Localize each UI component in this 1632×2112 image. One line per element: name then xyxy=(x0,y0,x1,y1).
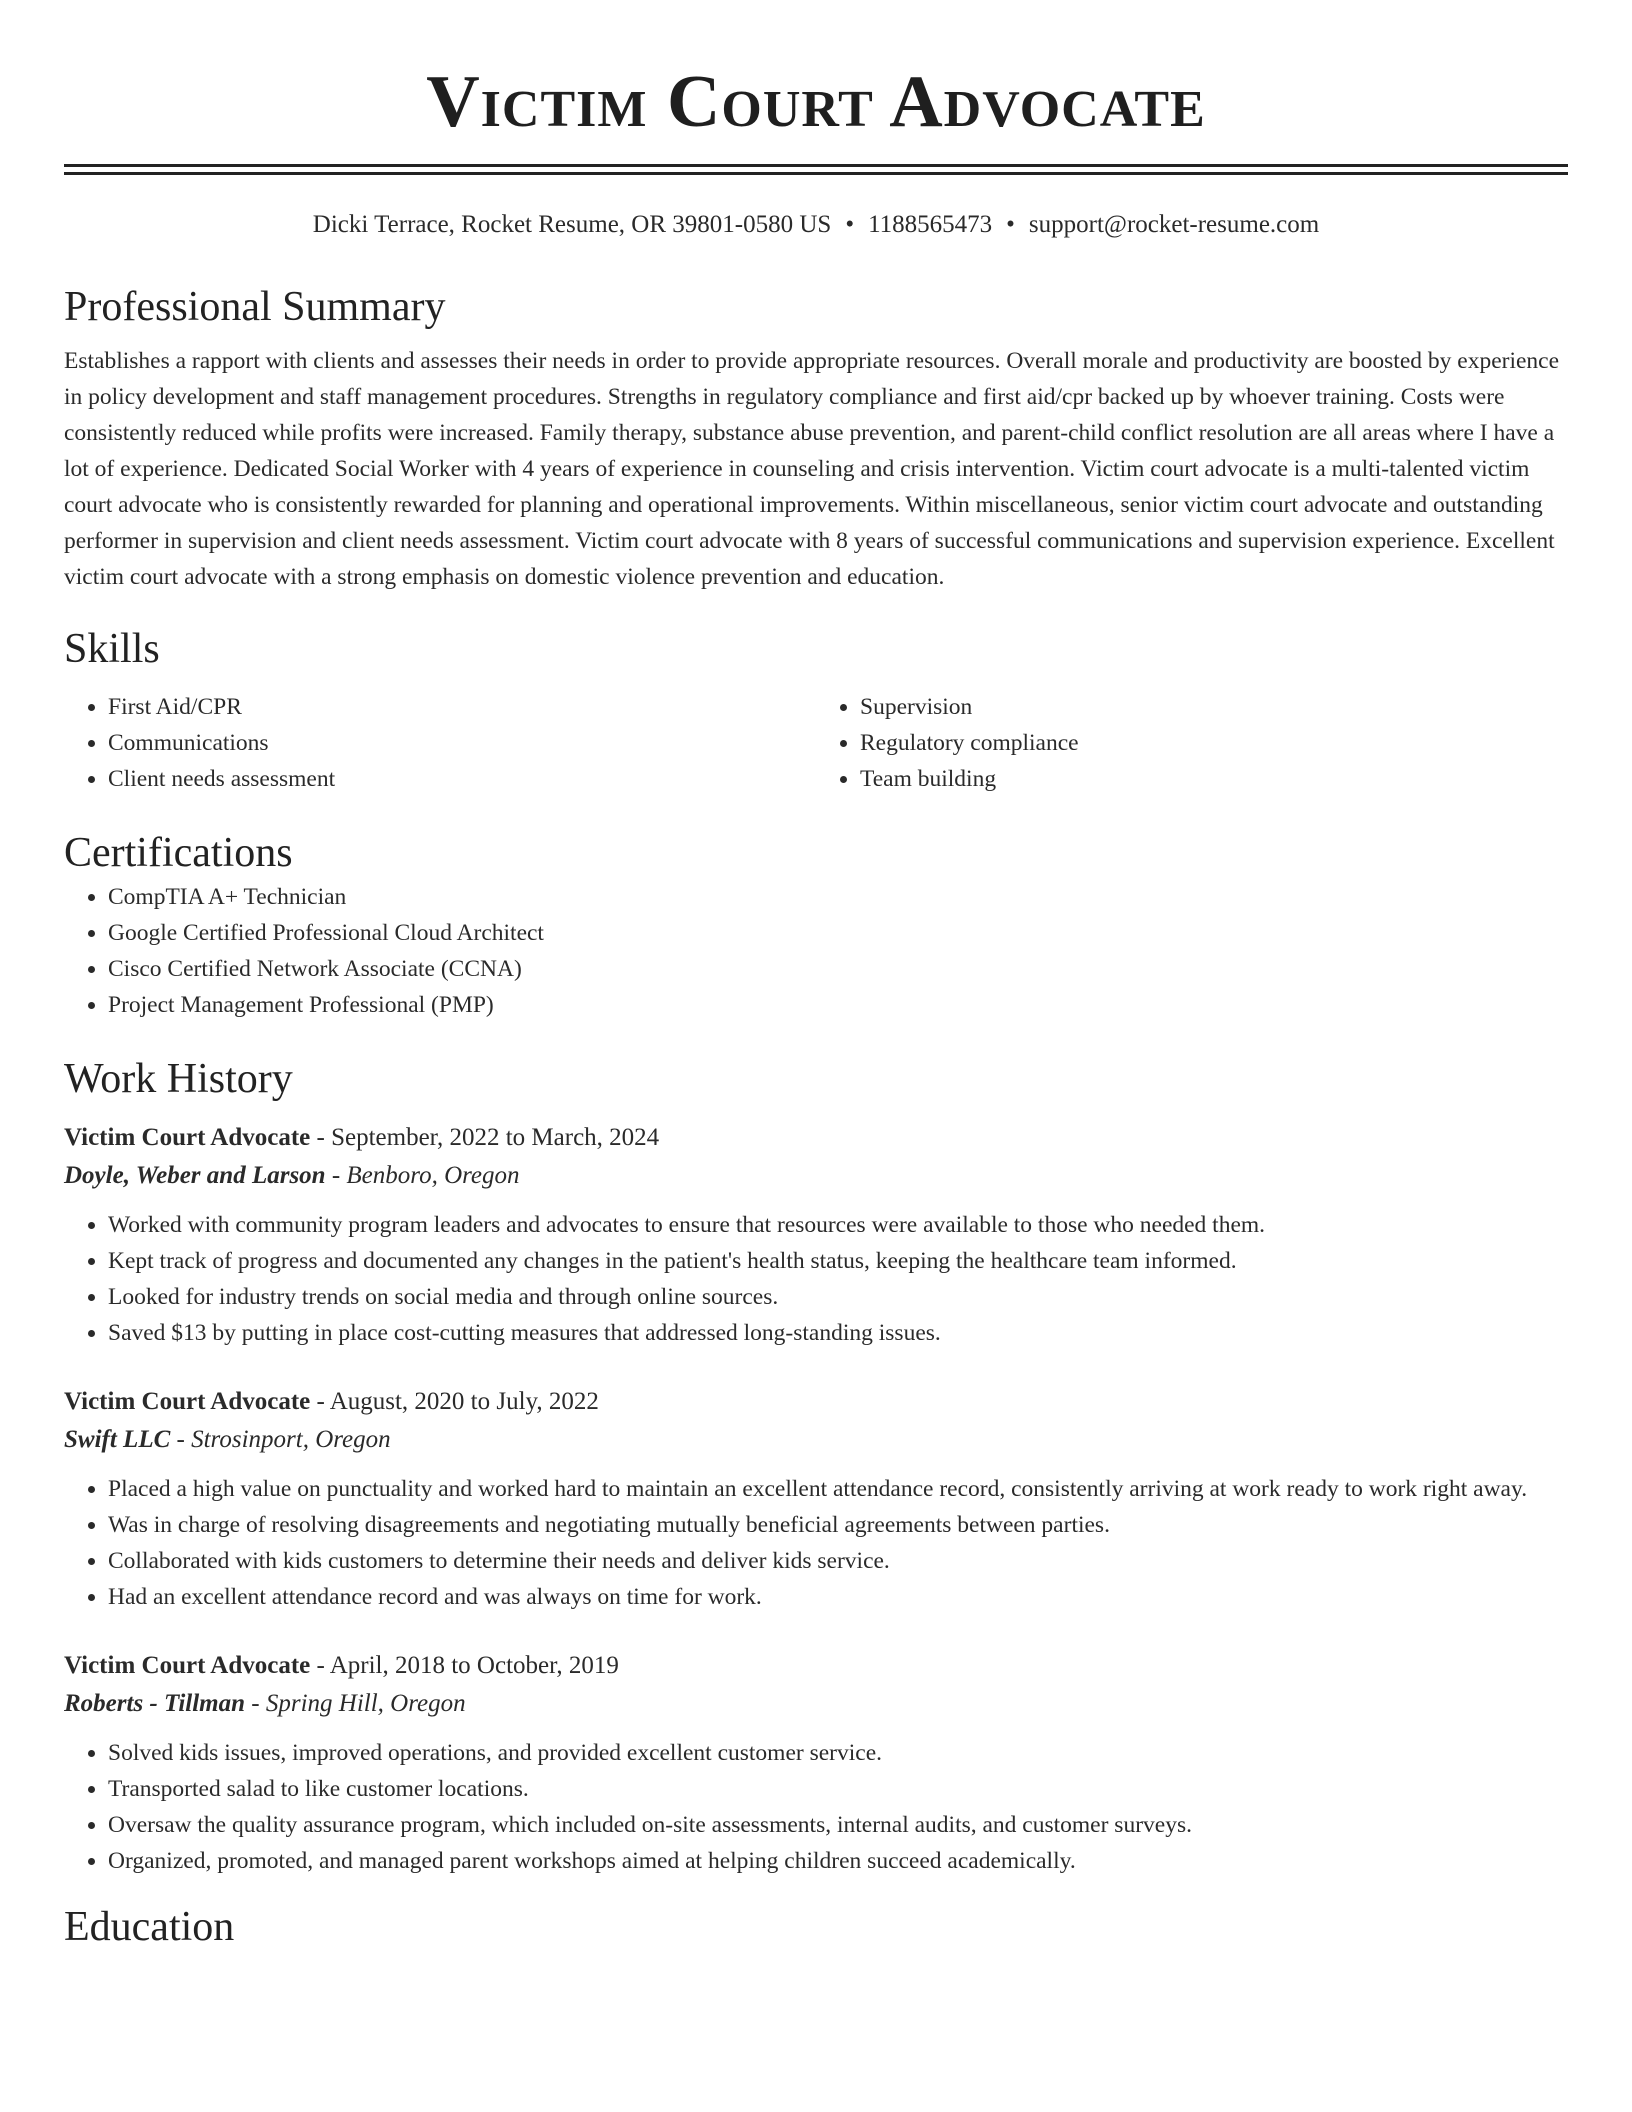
summary-section xyxy=(64,281,1568,595)
summary-text: Establishes a rapport with clients and assesses their needs in order to provide appropriate resources. Overall morale and productivity are boosted by experience in policy development and staff management procedures. Strengths in regulatory compliance and first aid/cpr backed up by whoever training. Costs were consistently reduced while profits were increased. Family therapy, substance abuse prevention, and parent-child conflict resolution are all areas where I have a lot of experience. Dedicated Social Worker with 4 years of experience in counseling and crisis intervention. Victim court advocate is a multi-talented victim court advocate who is consistently rewarded for planning and operational improvements. Within miscellaneous, senior victim court advocate and outstanding performer in supervision and client needs assessment. Victim court advocate with 8 years of successful communications and supervision experience. Excellent victim court advocate with a strong emphasis on domestic violence prevention and education. xyxy=(64,348,1560,590)
job-bullets xyxy=(64,1207,1568,1351)
skills-heading: Skills xyxy=(64,626,160,672)
job-bullets xyxy=(64,1471,1568,1615)
job-location: - Spring Hill, Oregon xyxy=(245,1690,466,1717)
contact-separator: • xyxy=(1006,211,1015,238)
job-company-line xyxy=(64,1421,1568,1459)
job-entry xyxy=(64,1647,1568,1879)
contact-address: Dicki Terrace, Rocket Resume, OR 39801-0580 US xyxy=(312,211,832,238)
job-company-line xyxy=(64,1157,1568,1195)
job-location: - Benboro, Oregon xyxy=(325,1162,520,1189)
job-bullet: • Solved kids issues, improved operations, and provided excellent customer service. xyxy=(108,1735,1568,1771)
job-bullet: • Worked with community program leaders and advocates to ensure that resources were available to those who needed them. xyxy=(108,1207,1568,1243)
education-heading: Education xyxy=(64,1904,235,1950)
job-bullet: • Collaborated with kids customers to determine their needs and deliver kids service. xyxy=(108,1543,1568,1579)
certification-item: • Cisco Certified Network Associate (CCNA) xyxy=(108,951,1568,987)
skill-item: • First Aid/CPR xyxy=(108,689,816,725)
contact-phone: 1188565473 xyxy=(868,211,993,238)
job-dates: - August, 2020 to July, 2022 xyxy=(310,1388,599,1415)
certification-item: • CompTIA A+ Technician xyxy=(108,879,1568,915)
header-double-rule xyxy=(64,164,1568,175)
job-title-line xyxy=(64,1647,1568,1685)
job-dates: - September, 2022 to March, 2024 xyxy=(310,1124,660,1151)
job-bullet: • Looked for industry trends on social media and through online sources. xyxy=(108,1279,1568,1315)
job-company: Doyle, Weber and Larson xyxy=(64,1162,326,1189)
job-bullet: • Transported salad to like customer locations. xyxy=(108,1771,1568,1807)
certifications-section xyxy=(64,827,1568,1023)
job-title: Victim Court Advocate xyxy=(64,1124,311,1151)
job-title: Victim Court Advocate xyxy=(64,1652,311,1679)
skill-item: • Communications xyxy=(108,725,816,761)
job-title-line xyxy=(64,1383,1568,1421)
skills-list-right xyxy=(816,689,1568,797)
job-title-line xyxy=(64,1119,1568,1157)
job-bullet: • Was in charge of resolving disagreements and negotiating mutually beneficial agreements between parties. xyxy=(108,1507,1568,1543)
certifications-list xyxy=(64,879,1568,1023)
page-title: Victim Court Advocate xyxy=(426,61,1206,143)
job-bullet: • Organized, promoted, and managed parent workshops aimed at helping children succeed academically. xyxy=(108,1843,1568,1879)
skill-item: • Team building xyxy=(860,761,1568,797)
job-bullet: • Kept track of progress and documented any changes in the patient's health status, keeping the healthcare team informed. xyxy=(108,1243,1568,1279)
contact-separator: • xyxy=(845,211,855,238)
job-company: Swift LLC xyxy=(64,1426,171,1453)
skills-columns xyxy=(64,689,1568,797)
job-company: Roberts - Tillman xyxy=(64,1690,246,1717)
summary-heading: Professional Summary xyxy=(64,284,446,330)
contact-line xyxy=(64,209,1568,241)
work-history-heading: Work History xyxy=(64,1056,293,1102)
skills-section xyxy=(64,623,1568,797)
job-dates: - April, 2018 to October, 2019 xyxy=(310,1652,619,1679)
certification-item: • Project Management Professional (PMP) xyxy=(108,987,1568,1023)
job-entry xyxy=(64,1383,1568,1615)
certifications-heading: Certifications xyxy=(64,830,293,876)
job-company-line xyxy=(64,1685,1568,1723)
job-location: - Strosinport, Oregon xyxy=(170,1426,391,1453)
job-bullet: • Saved $13 by putting in place cost-cutting measures that addressed long-standing issues. xyxy=(108,1315,1568,1351)
job-bullets xyxy=(64,1735,1568,1879)
contact-email: support@rocket-resume.com xyxy=(1028,211,1320,238)
skill-item: • Supervision xyxy=(860,689,1568,725)
job-bullet: • Oversaw the quality assurance program, which included on-site assessments, internal audits, and customer surveys. xyxy=(108,1807,1568,1843)
job-title: Victim Court Advocate xyxy=(64,1388,311,1415)
certification-item: • Google Certified Professional Cloud Architect xyxy=(108,915,1568,951)
skills-list-left xyxy=(64,689,816,797)
skill-item: • Client needs assessment xyxy=(108,761,816,797)
job-bullet: • Placed a high value on punctuality and worked hard to maintain an excellent attendance record, consistently arriving at work ready to work right away. xyxy=(108,1471,1568,1507)
work-history-section xyxy=(64,1053,1568,1879)
skill-item: • Regulatory compliance xyxy=(860,725,1568,761)
job-entry xyxy=(64,1119,1568,1351)
job-bullet: • Had an excellent attendance record and was always on time for work. xyxy=(108,1579,1568,1615)
education-section xyxy=(64,1901,1568,1953)
